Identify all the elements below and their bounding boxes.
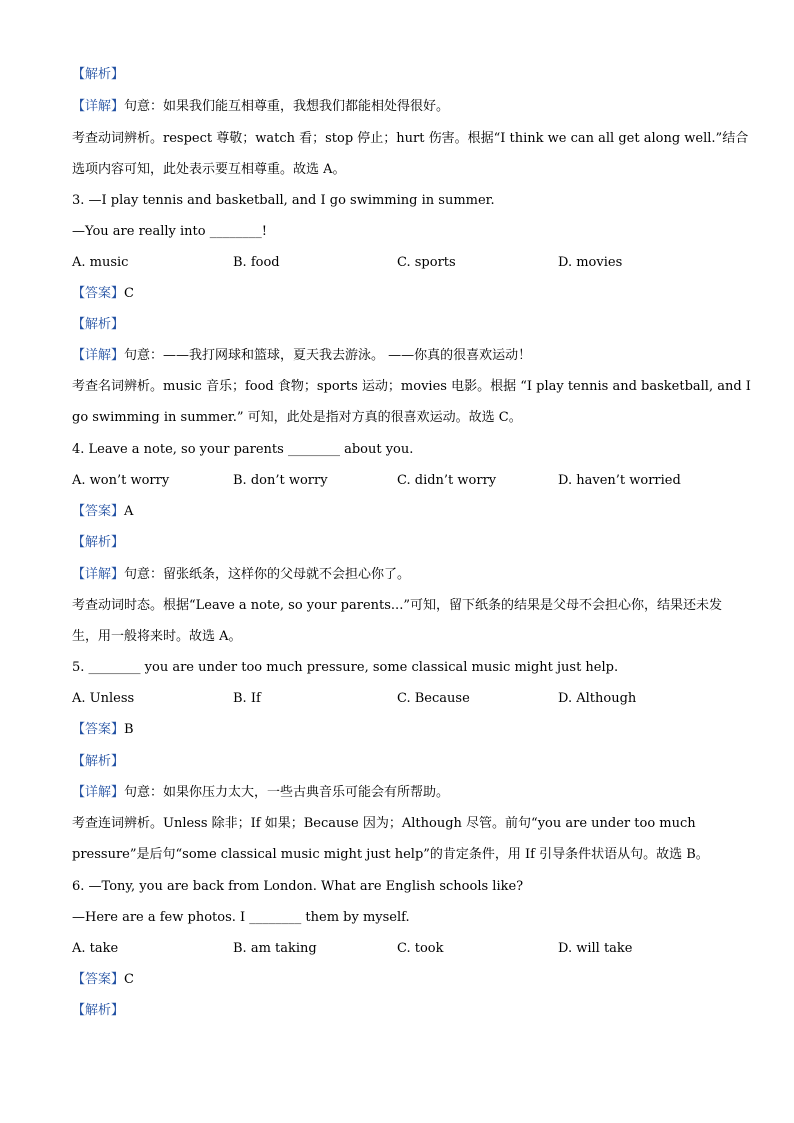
- detail-line: 【详解】句意：——我打网球和篮球，夏天我去游泳。 ——你真的很喜欢运动！: [72, 348, 532, 363]
- question-6: 6. —Tony, you are back from London. What are English schools like?: [72, 879, 524, 894]
- analysis-heading: 【解析】: [72, 754, 125, 769]
- answer-line: 【答案】C: [72, 972, 134, 987]
- explanation-line: go swimming in summer.” 可知，此处是指对方真的很喜欢运动。故选 C。: [72, 410, 522, 425]
- question-3: 3. —I play tennis and basketball, and I go swimming in summer.: [72, 193, 495, 208]
- explanation-line: 选项内容可知，此处表示要互相尊重。故选 A。: [72, 162, 346, 177]
- answer-line: 【答案】A: [72, 504, 134, 519]
- explanation-line: 考查动词时态。根据“Leave a note, so your parents...”可知，留下纸条的结果是父母不会担心你，结果还未发: [72, 598, 722, 613]
- explanation-line: pressure”是后句“some classical music might just help”的肯定条件，用 If 引导条件状语从句。故选 B。: [72, 847, 709, 862]
- analysis-heading: 【解析】: [72, 317, 125, 332]
- option-c: C. didn’t worry: [397, 473, 497, 488]
- analysis-heading: 【解析】: [72, 1003, 125, 1018]
- option-c: C. took: [397, 941, 444, 956]
- option-b: B. food: [233, 255, 280, 270]
- question-3-reply: —You are really into ________!: [72, 224, 267, 239]
- question-5: 5. ________ you are under too much pressure, some classical music might just help.: [72, 660, 619, 675]
- option-b: B. If: [233, 691, 261, 706]
- option-d: D. will take: [558, 941, 633, 956]
- option-a: A. take: [72, 941, 119, 956]
- option-d: D. movies: [558, 255, 623, 270]
- option-a: A. music: [72, 255, 129, 270]
- explanation-line: 生，用一般将来时。故选 A。: [72, 629, 242, 644]
- explanation-line: 考查名词辨析。music 音乐；food 食物；sports 运动；movies 电影。根据 “I play tennis and basketball, and I: [72, 379, 751, 394]
- question-6-options: [72, 940, 732, 958]
- option-d: D. Although: [558, 691, 637, 706]
- option-b: B. don’t worry: [233, 473, 328, 488]
- analysis-heading: 【解析】: [72, 67, 125, 82]
- detail-line: 【详解】句意：如果你压力太大，一些古典音乐可能会有所帮助。: [72, 785, 450, 800]
- option-c: C. Because: [397, 691, 470, 706]
- question-3-options: [72, 254, 732, 272]
- option-c: C. sports: [397, 255, 456, 270]
- explanation-line: 考查连词辨析。Unless 除非；If 如果；Because 因为；Although 尽管。前句“you are under too much: [72, 816, 696, 831]
- detail-line: 【详解】句意：如果我们能互相尊重，我想我们都能相处得很好。: [72, 99, 450, 114]
- question-4-options: [72, 472, 732, 490]
- analysis-heading: 【解析】: [72, 535, 125, 550]
- option-d: D. haven’t worried: [558, 473, 681, 488]
- option-b: B. am taking: [233, 941, 317, 956]
- explanation-line: 考查动词辨析。respect 尊敬；watch 看；stop 停止；hurt 伤害。根据“I think we can all get along well.”结合: [72, 131, 749, 146]
- answer-line: 【答案】B: [72, 722, 134, 737]
- answer-line: 【答案】C: [72, 286, 134, 301]
- option-a: A. Unless: [72, 691, 135, 706]
- option-a: A. won’t worry: [72, 473, 170, 488]
- question-5-options: [72, 690, 732, 708]
- question-6-reply: —Here are a few photos. I ________ them by myself.: [72, 910, 410, 925]
- question-4: 4. Leave a note, so your parents ________ about you.: [72, 442, 414, 457]
- detail-line: 【详解】句意：留张纸条，这样你的父母就不会担心你了。: [72, 567, 411, 582]
